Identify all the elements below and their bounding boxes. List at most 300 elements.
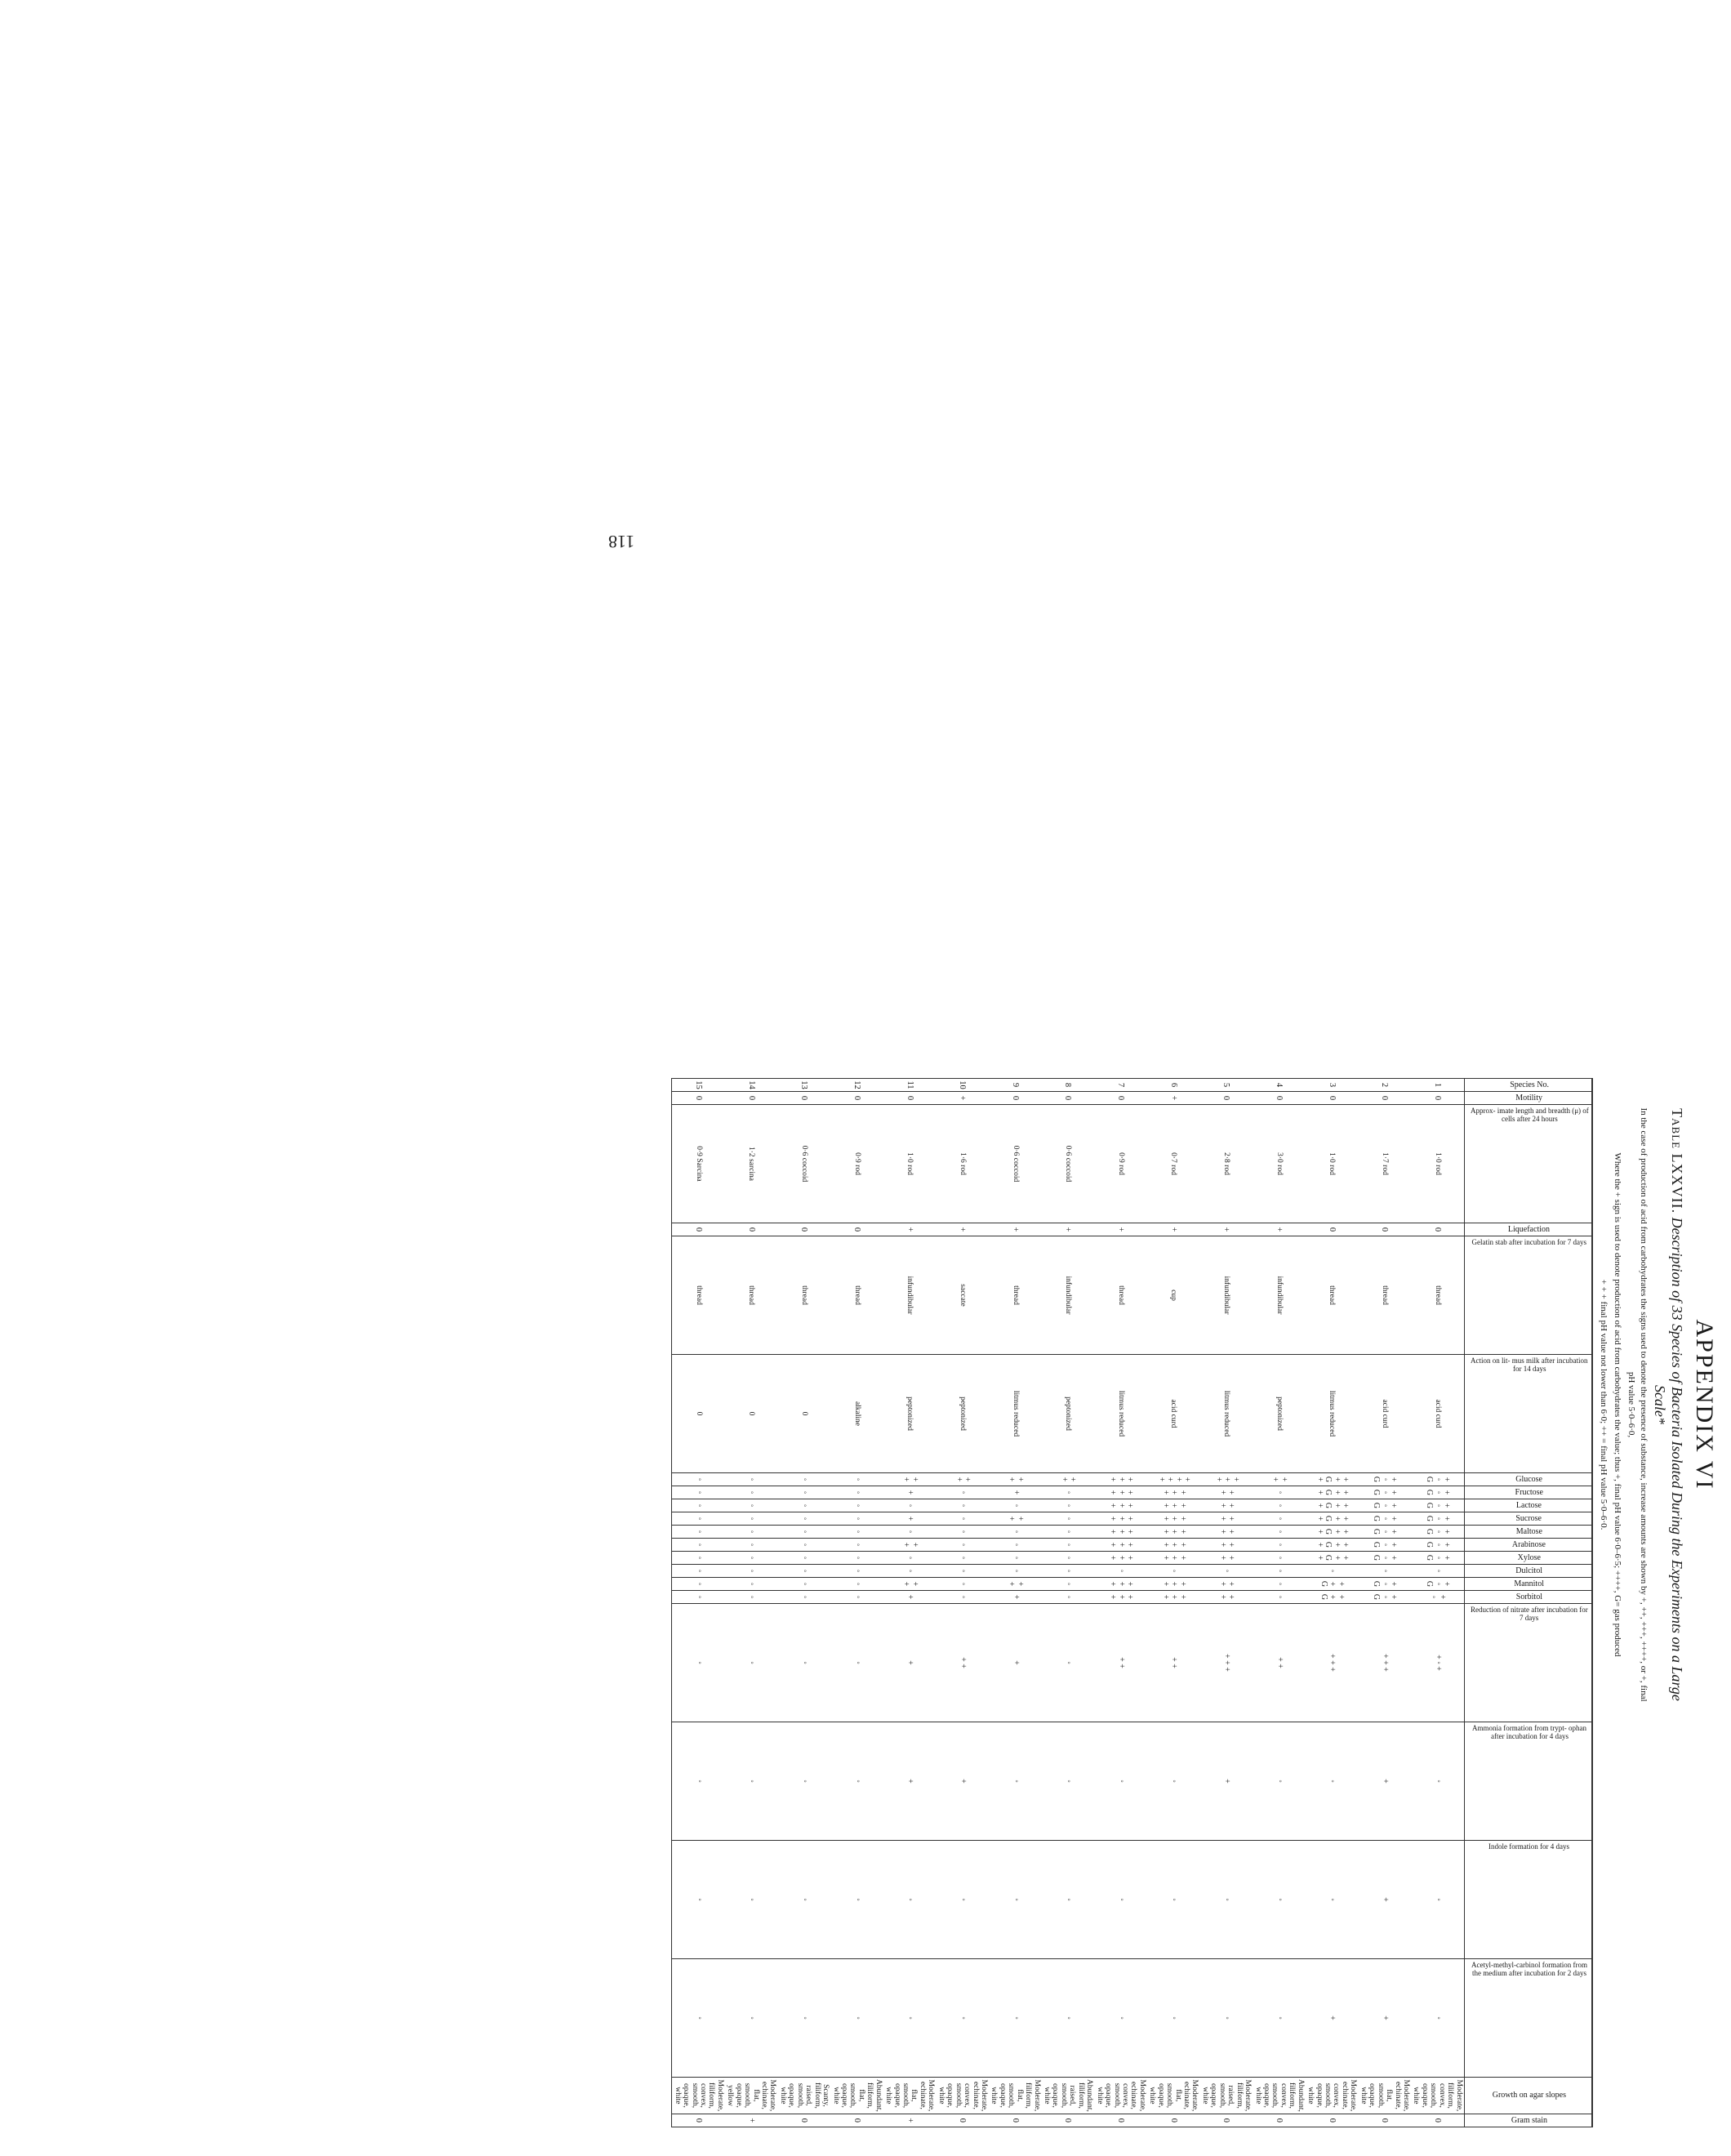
cell-sugar-1: ◦ xyxy=(830,1486,883,1499)
cell-growth: Abundant, filiform, flat, smooth, opaque, white xyxy=(830,2078,883,2114)
cell-sugar-3: + ◦ G xyxy=(1358,1512,1411,1526)
cell-ammonia: + xyxy=(1358,1722,1411,1841)
cell-gram: 0 xyxy=(1358,2114,1411,2127)
cell-gelatin-stab: thread xyxy=(778,1236,831,1355)
cell-sugar-7: ◦ xyxy=(778,1565,831,1578)
cell-gelatin-stab: thread xyxy=(672,1236,725,1355)
cell-indole: ◦ xyxy=(1147,1841,1200,1959)
cell-species-no: 6 xyxy=(1147,1079,1200,1092)
cell-sugar-5: ◦ xyxy=(936,1539,989,1552)
cell-liquefaction: 0 xyxy=(1358,1223,1411,1236)
cell-size: 0·7 rod xyxy=(1147,1105,1200,1223)
cell-sugar-3: ◦ xyxy=(1042,1512,1095,1526)
cell-gram: 0 xyxy=(1147,2114,1200,2127)
cell-sugar-1: ◦ xyxy=(672,1486,725,1499)
cell-growth: Moderate, filiform, convex, smooth, opaque, white xyxy=(672,2078,725,2114)
cell-nitrate: + + + xyxy=(1306,1604,1359,1722)
cell-sugar-2: ◦ xyxy=(936,1499,989,1512)
cell-sugar-3: ◦ xyxy=(672,1512,725,1526)
cell-sugar-7: ◦ xyxy=(725,1565,778,1578)
cell-sugar-5: + + xyxy=(1200,1539,1253,1552)
cell-ammonia: ◦ xyxy=(1094,1722,1147,1841)
cell-sugar-8: + + + xyxy=(1147,1578,1200,1591)
cell-gelatin-stab: thread xyxy=(725,1236,778,1355)
cell-size: 3·0 rod xyxy=(1253,1105,1306,1223)
cell-litmus-milk: litmus reduced xyxy=(1094,1355,1147,1473)
cell-sugar-2: + ◦ G xyxy=(1358,1499,1411,1512)
cell-motility: 0 xyxy=(1200,1092,1253,1105)
cell-litmus-milk: litmus reduced xyxy=(1306,1355,1359,1473)
cell-indole: ◦ xyxy=(725,1841,778,1959)
cell-sugar-1: ◦ xyxy=(936,1486,989,1499)
cell-sugar-9: + xyxy=(883,1591,937,1604)
cell-sugar-0: + + xyxy=(936,1473,989,1486)
cell-liquefaction: 0 xyxy=(1411,1223,1464,1236)
cell-species-no: 5 xyxy=(1200,1079,1253,1092)
col-sugar-7: Dulcitol xyxy=(1464,1565,1592,1578)
cell-sugar-2: ◦ xyxy=(830,1499,883,1512)
cell-sugar-5: + + + xyxy=(1147,1539,1200,1552)
species-table xyxy=(671,1078,1592,2127)
cell-ammonia: ◦ xyxy=(725,1722,778,1841)
cell-species-no: 13 xyxy=(778,1079,831,1092)
cell-sugar-8: ◦ xyxy=(778,1578,831,1591)
cell-growth: Moderate, echinate, flat, smooth, opaque, white xyxy=(1358,2078,1411,2114)
cell-sugar-3: + + G + xyxy=(1306,1512,1359,1526)
table-row xyxy=(725,1079,778,2127)
cell-motility: + xyxy=(1147,1092,1200,1105)
cell-litmus-milk: litmus reduced xyxy=(989,1355,1042,1473)
cell-sugar-9: + + G xyxy=(1306,1591,1359,1604)
cell-motility: 0 xyxy=(1306,1092,1359,1105)
cell-motility: 0 xyxy=(778,1092,831,1105)
cell-sugar-0: + ◦ G xyxy=(1358,1473,1411,1486)
cell-sugar-4: + + G + xyxy=(1306,1526,1359,1539)
cell-liquefaction: + xyxy=(936,1223,989,1236)
col-sugar-8: Mannitol xyxy=(1464,1578,1592,1591)
col-sugar-1: Fructose xyxy=(1464,1486,1592,1499)
cell-ammonia: ◦ xyxy=(830,1722,883,1841)
cell-growth: Moderate, echinate, flat, smooth, opaque, yellow xyxy=(725,2078,778,2114)
cell-sugar-6: ◦ xyxy=(725,1552,778,1565)
cell-litmus-milk: acid curd xyxy=(1358,1355,1411,1473)
page-number: 118 xyxy=(608,532,635,552)
cell-sugar-9: + + + xyxy=(1147,1591,1200,1604)
cell-indole: ◦ xyxy=(778,1841,831,1959)
cell-sugar-3: ◦ xyxy=(778,1512,831,1526)
cell-size: 0·9 rod xyxy=(1094,1105,1147,1223)
cell-sugar-5: ◦ xyxy=(672,1539,725,1552)
cell-growth: Moderate, echinate, flat, smooth, opaque, white xyxy=(883,2078,937,2114)
cell-sugar-7: ◦ xyxy=(1094,1565,1147,1578)
cell-size: 0·6 coccoid xyxy=(989,1105,1042,1223)
cell-sugar-8: + + xyxy=(883,1578,937,1591)
cell-growth: Scanty, filiform, raised, smooth, opaque, white xyxy=(778,2078,831,2114)
cell-sugar-7: ◦ xyxy=(1411,1565,1464,1578)
cell-gram: 0 xyxy=(1306,2114,1359,2127)
cell-sugar-4: ◦ xyxy=(725,1526,778,1539)
cell-gram: 0 xyxy=(1253,2114,1306,2127)
cell-motility: 0 xyxy=(830,1092,883,1105)
cell-sugar-4: ◦ xyxy=(1042,1526,1095,1539)
col-growth: Growth on agar slopes xyxy=(1464,2078,1592,2114)
cell-species-no: 7 xyxy=(1094,1079,1147,1092)
cell-sugar-4: + + xyxy=(1200,1526,1253,1539)
cell-nitrate: + xyxy=(989,1604,1042,1722)
table-note-1: In the case of production of acid from carbohydrates the signs used to denote the presence of substance, increase amounts are shown by +, ++, +++, ++++, or +, final pH value 5·0–6·0, xyxy=(1626,1107,1649,1702)
landscape-layout xyxy=(673,1078,1731,2156)
cell-ammonia: ◦ xyxy=(1147,1722,1200,1841)
cell-sugar-4: ◦ xyxy=(936,1526,989,1539)
table-row xyxy=(936,1079,989,2127)
cell-sugar-3: ◦ xyxy=(725,1512,778,1526)
cell-gelatin-stab: cup xyxy=(1147,1236,1200,1355)
cell-acetyl: ◦ xyxy=(830,1959,883,2078)
cell-indole: + xyxy=(1358,1841,1411,1959)
cell-gelatin-stab: thread xyxy=(1094,1236,1147,1355)
cell-sugar-0: + + xyxy=(883,1473,937,1486)
cell-growth: Moderate, filiform, raised, smooth, opaque, white xyxy=(1200,2078,1253,2114)
cell-species-no: 9 xyxy=(989,1079,1042,1092)
cell-gram: 0 xyxy=(1411,2114,1464,2127)
cell-sugar-9: ◦ xyxy=(725,1591,778,1604)
cell-ammonia: ◦ xyxy=(989,1722,1042,1841)
table-row xyxy=(1253,1079,1306,2127)
cell-motility: 0 xyxy=(1358,1092,1411,1105)
cell-sugar-0: + + + xyxy=(1200,1473,1253,1486)
cell-sugar-0: + ◦ G xyxy=(1411,1473,1464,1486)
cell-species-no: 12 xyxy=(830,1079,883,1092)
cell-gram: + xyxy=(883,2114,937,2127)
cell-sugar-3: + + xyxy=(1200,1512,1253,1526)
cell-species-no: 2 xyxy=(1358,1079,1411,1092)
cell-gram: 0 xyxy=(830,2114,883,2127)
cell-sugar-3: ◦ xyxy=(1253,1512,1306,1526)
table-body xyxy=(672,1079,1464,2127)
cell-gram: + xyxy=(725,2114,778,2127)
cell-sugar-7: ◦ xyxy=(936,1565,989,1578)
cell-liquefaction: 0 xyxy=(725,1223,778,1236)
table-row xyxy=(1094,1079,1147,2127)
cell-sugar-2: ◦ xyxy=(725,1499,778,1512)
cell-sugar-1: ◦ xyxy=(1253,1486,1306,1499)
cell-sugar-5: + ◦ G xyxy=(1358,1539,1411,1552)
table-row xyxy=(778,1079,831,2127)
col-indole: Indole formation for 4 days xyxy=(1464,1841,1592,1959)
cell-size: 0·6 coccoid xyxy=(1042,1105,1095,1223)
col-motility: Motility xyxy=(1464,1092,1592,1105)
cell-sugar-3: ◦ xyxy=(830,1512,883,1526)
cell-sugar-7: ◦ xyxy=(1358,1565,1411,1578)
cell-sugar-0: + + xyxy=(989,1473,1042,1486)
table-row xyxy=(1147,1079,1200,2127)
cell-sugar-8: + ◦ G xyxy=(1411,1578,1464,1591)
cell-sugar-0: + + + xyxy=(1094,1473,1147,1486)
cell-species-no: 8 xyxy=(1042,1079,1095,1092)
cell-nitrate: ◦ xyxy=(778,1604,831,1722)
cell-sugar-3: ◦ xyxy=(936,1512,989,1526)
cell-ammonia: + xyxy=(936,1722,989,1841)
cell-sugar-4: ◦ xyxy=(830,1526,883,1539)
cell-sugar-6: ◦ xyxy=(778,1552,831,1565)
cell-litmus-milk: 0 xyxy=(672,1355,725,1473)
cell-sugar-1: ◦ xyxy=(725,1486,778,1499)
cell-sugar-0: ◦ xyxy=(778,1473,831,1486)
cell-sugar-3: + + + xyxy=(1094,1512,1147,1526)
cell-indole: ◦ xyxy=(1411,1841,1464,1959)
col-sugar-9: Sorbitol xyxy=(1464,1591,1592,1604)
cell-sugar-8: ◦ xyxy=(725,1578,778,1591)
cell-size: 2·8 rod xyxy=(1200,1105,1253,1223)
cell-litmus-milk: alkaline xyxy=(830,1355,883,1473)
cell-sugar-1: ◦ xyxy=(1042,1486,1095,1499)
cell-sugar-2: ◦ xyxy=(883,1499,937,1512)
cell-sugar-2: ◦ xyxy=(672,1499,725,1512)
cell-gram: 0 xyxy=(1094,2114,1147,2127)
cell-sugar-2: ◦ xyxy=(989,1499,1042,1512)
cell-sugar-7: ◦ xyxy=(1253,1565,1306,1578)
cell-gelatin-stab: saccate xyxy=(936,1236,989,1355)
cell-sugar-4: + ◦ G xyxy=(1358,1526,1411,1539)
cell-sugar-8: + + xyxy=(1200,1578,1253,1591)
col-sugar-0: Glucose xyxy=(1464,1473,1592,1486)
cell-sugar-9: ◦ xyxy=(936,1591,989,1604)
cell-growth: Moderate, echinate, convex, smooth, opaque, white xyxy=(1306,2078,1359,2114)
cell-litmus-milk: 0 xyxy=(778,1355,831,1473)
cell-growth: Moderate, filiform, flat, smooth, opaque, white xyxy=(989,2078,1042,2114)
cell-nitrate: + + xyxy=(1253,1604,1306,1722)
cell-sugar-6: + + G + xyxy=(1306,1552,1359,1565)
cell-sugar-2: + ◦ G xyxy=(1411,1499,1464,1512)
cell-sugar-2: + + xyxy=(1200,1499,1253,1512)
cell-sugar-6: ◦ xyxy=(672,1552,725,1565)
cell-sugar-7: ◦ xyxy=(1200,1565,1253,1578)
cell-sugar-9: ◦ xyxy=(778,1591,831,1604)
cell-species-no: 3 xyxy=(1306,1079,1359,1092)
cell-sugar-8: ◦ xyxy=(672,1578,725,1591)
cell-indole: ◦ xyxy=(830,1841,883,1959)
cell-gelatin-stab: infundibular xyxy=(1253,1236,1306,1355)
cell-size: 0·9 rod xyxy=(830,1105,883,1223)
cell-litmus-milk: litmus reduced xyxy=(1200,1355,1253,1473)
cell-litmus-milk: peptonized xyxy=(883,1355,937,1473)
cell-motility: 0 xyxy=(1094,1092,1147,1105)
cell-sugar-1: + + + xyxy=(1147,1486,1200,1499)
cell-sugar-2: ◦ xyxy=(1253,1499,1306,1512)
cell-acetyl: + xyxy=(1358,1959,1411,2078)
cell-sugar-1: + + xyxy=(1200,1486,1253,1499)
cell-sugar-2: ◦ xyxy=(1042,1499,1095,1512)
table-row xyxy=(883,1079,937,2127)
cell-gram: 0 xyxy=(936,2114,989,2127)
cell-sugar-0: ◦ xyxy=(725,1473,778,1486)
cell-size: 1·7 rod xyxy=(1358,1105,1411,1223)
cell-sugar-1: + ◦ G xyxy=(1358,1486,1411,1499)
cell-gelatin-stab: thread xyxy=(989,1236,1042,1355)
cell-size: 1·2 sarcina xyxy=(725,1105,778,1223)
cell-acetyl: ◦ xyxy=(1411,1959,1464,2078)
cell-nitrate: + + xyxy=(1094,1604,1147,1722)
table-header-row xyxy=(1464,1079,1592,2127)
cell-nitrate: + ◦ + xyxy=(1411,1604,1464,1722)
cell-sugar-3: + + xyxy=(989,1512,1042,1526)
cell-gram: 0 xyxy=(672,2114,725,2127)
cell-acetyl: ◦ xyxy=(1094,1959,1147,2078)
cell-sugar-5: ◦ xyxy=(1253,1539,1306,1552)
cell-sugar-7: ◦ xyxy=(1042,1565,1095,1578)
cell-sugar-8: ◦ xyxy=(936,1578,989,1591)
cell-litmus-milk: peptonized xyxy=(1042,1355,1095,1473)
cell-liquefaction: 0 xyxy=(830,1223,883,1236)
cell-gelatin-stab: thread xyxy=(1411,1236,1464,1355)
cell-sugar-4: ◦ xyxy=(989,1526,1042,1539)
cell-sugar-4: + + + xyxy=(1147,1526,1200,1539)
cell-liquefaction: 0 xyxy=(1306,1223,1359,1236)
cell-litmus-milk: acid curd xyxy=(1147,1355,1200,1473)
cell-indole: ◦ xyxy=(883,1841,937,1959)
cell-acetyl: ◦ xyxy=(936,1959,989,2078)
col-sugar-2: Lactose xyxy=(1464,1499,1592,1512)
cell-nitrate: + + xyxy=(1147,1604,1200,1722)
cell-sugar-9: ◦ xyxy=(1042,1591,1095,1604)
cell-acetyl: ◦ xyxy=(778,1959,831,2078)
cell-nitrate: + + xyxy=(936,1604,989,1722)
cell-liquefaction: + xyxy=(989,1223,1042,1236)
cell-sugar-6: + + + xyxy=(1147,1552,1200,1565)
cell-sugar-1: + xyxy=(989,1486,1042,1499)
cell-litmus-milk: 0 xyxy=(725,1355,778,1473)
col-ammonia: Ammonia formation from trypt- ophan after incubation for 4 days xyxy=(1464,1722,1592,1841)
cell-motility: 0 xyxy=(1411,1092,1464,1105)
cell-sugar-0: + + xyxy=(1253,1473,1306,1486)
cell-indole: ◦ xyxy=(936,1841,989,1959)
cell-indole: ◦ xyxy=(1094,1841,1147,1959)
cell-sugar-0: ◦ xyxy=(672,1473,725,1486)
cell-growth: Moderate, echinate, convex, smooth, opaque, white xyxy=(936,2078,989,2114)
cell-ammonia: + xyxy=(883,1722,937,1841)
cell-acetyl: ◦ xyxy=(672,1959,725,2078)
table-row xyxy=(1411,1079,1464,2127)
col-gelatin-stab: Gelatin stab after incubation for 7 days xyxy=(1464,1236,1592,1355)
cell-sugar-6: ◦ xyxy=(1253,1552,1306,1565)
cell-sugar-6: + + xyxy=(1200,1552,1253,1565)
cell-sugar-8: + + G xyxy=(1306,1578,1359,1591)
cell-size: 1·6 rod xyxy=(936,1105,989,1223)
cell-species-no: 4 xyxy=(1253,1079,1306,1092)
cell-ammonia: ◦ xyxy=(778,1722,831,1841)
cell-liquefaction: + xyxy=(1042,1223,1095,1236)
cell-sugar-2: + + G + xyxy=(1306,1499,1359,1512)
cell-litmus-milk: peptonized xyxy=(1253,1355,1306,1473)
table-title xyxy=(1651,1094,1685,1715)
cell-ammonia: ◦ xyxy=(1042,1722,1095,1841)
cell-acetyl: ◦ xyxy=(1042,1959,1095,2078)
cell-sugar-9: + xyxy=(989,1591,1042,1604)
cell-gelatin-stab: infundibular xyxy=(883,1236,937,1355)
cell-liquefaction: + xyxy=(883,1223,937,1236)
cell-sugar-5: + ◦ G xyxy=(1411,1539,1464,1552)
cell-acetyl: + xyxy=(1306,1959,1359,2078)
col-sugar-4: Maltose xyxy=(1464,1526,1592,1539)
col-approx-size: Approx- imate length and breadth (μ) of cells after 24 hours xyxy=(1464,1105,1592,1223)
table-row xyxy=(989,1079,1042,2127)
cell-liquefaction: + xyxy=(1200,1223,1253,1236)
cell-acetyl: ◦ xyxy=(725,1959,778,2078)
cell-species-no: 11 xyxy=(883,1079,937,1092)
cell-sugar-8: ◦ xyxy=(1253,1578,1306,1591)
cell-nitrate: ◦ xyxy=(725,1604,778,1722)
cell-sugar-1: + xyxy=(883,1486,937,1499)
cell-acetyl: ◦ xyxy=(1200,1959,1253,2078)
cell-sugar-9: + + xyxy=(1200,1591,1253,1604)
cell-species-no: 15 xyxy=(672,1079,725,1092)
col-species-no: Species No. xyxy=(1464,1079,1592,1092)
cell-acetyl: ◦ xyxy=(1147,1959,1200,2078)
cell-sugar-4: ◦ xyxy=(778,1526,831,1539)
cell-sugar-3: + ◦ G xyxy=(1411,1512,1464,1526)
cell-sugar-6: ◦ xyxy=(830,1552,883,1565)
cell-nitrate: + + + xyxy=(1200,1604,1253,1722)
col-sugar-3: Sucrose xyxy=(1464,1512,1592,1526)
cell-sugar-5: + + xyxy=(883,1539,937,1552)
cell-sugar-7: ◦ xyxy=(883,1565,937,1578)
cell-sugar-6: ◦ xyxy=(989,1552,1042,1565)
cell-sugar-4: ◦ xyxy=(672,1526,725,1539)
cell-ammonia: + xyxy=(1200,1722,1253,1841)
col-nitrate: Reduction of nitrate after incubation for 7 days xyxy=(1464,1604,1592,1722)
table-row xyxy=(1306,1079,1359,2127)
cell-sugar-8: ◦ xyxy=(1042,1578,1095,1591)
cell-sugar-0: + + + + xyxy=(1147,1473,1200,1486)
cell-sugar-7: ◦ xyxy=(672,1565,725,1578)
cell-gram: 0 xyxy=(1042,2114,1095,2127)
cell-sugar-6: ◦ xyxy=(1042,1552,1095,1565)
col-gram: Gram stain xyxy=(1464,2114,1592,2127)
cell-gram: 0 xyxy=(1200,2114,1253,2127)
cell-liquefaction: + xyxy=(1253,1223,1306,1236)
cell-litmus-milk: acid curd xyxy=(1411,1355,1464,1473)
cell-growth: Moderate, echinate, convex, smooth, opaque, white xyxy=(1094,2078,1147,2114)
cell-sugar-4: + + + xyxy=(1094,1526,1147,1539)
cell-sugar-5: ◦ xyxy=(725,1539,778,1552)
cell-sugar-7: ◦ xyxy=(1306,1565,1359,1578)
cell-gram: 0 xyxy=(989,2114,1042,2127)
cell-size: 0·9 Sarcina xyxy=(672,1105,725,1223)
cell-sugar-2: + + + xyxy=(1147,1499,1200,1512)
cell-sugar-5: ◦ xyxy=(830,1539,883,1552)
cell-sugar-8: + + + xyxy=(1094,1578,1147,1591)
cell-sugar-0: + + G + xyxy=(1306,1473,1359,1486)
table-row xyxy=(1042,1079,1095,2127)
cell-litmus-milk: peptonized xyxy=(936,1355,989,1473)
cell-motility: 0 xyxy=(1253,1092,1306,1105)
cell-sugar-8: + ◦ G xyxy=(1358,1578,1411,1591)
cell-sugar-1: + ◦ G xyxy=(1411,1486,1464,1499)
cell-gram: 0 xyxy=(778,2114,831,2127)
cell-motility: 0 xyxy=(672,1092,725,1105)
cell-acetyl: ◦ xyxy=(1253,1959,1306,2078)
cell-sugar-6: ◦ xyxy=(936,1552,989,1565)
cell-gelatin-stab: thread xyxy=(1306,1236,1359,1355)
cell-acetyl: ◦ xyxy=(989,1959,1042,2078)
cell-sugar-8: ◦ xyxy=(830,1578,883,1591)
cell-indole: ◦ xyxy=(1306,1841,1359,1959)
cell-gelatin-stab: thread xyxy=(1358,1236,1411,1355)
cell-nitrate: ◦ xyxy=(1042,1604,1095,1722)
cell-sugar-7: ◦ xyxy=(830,1565,883,1578)
table-row xyxy=(830,1079,883,2127)
cell-gelatin-stab: infundibular xyxy=(1200,1236,1253,1355)
